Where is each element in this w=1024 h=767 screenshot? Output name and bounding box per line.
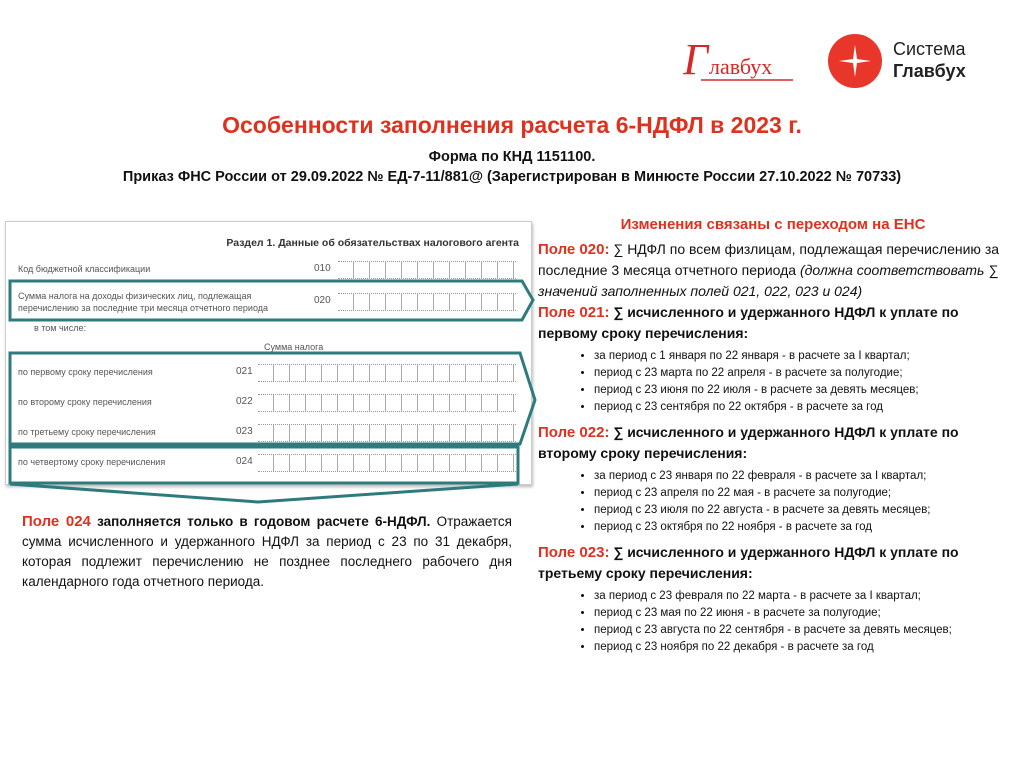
field-021: Поле 021: ∑ исчисленного и удержанного НДФЛ к уплате по первому сроку перечисления: <box>538 304 959 341</box>
form-excerpt: Раздел 1. Данные об обязательствах налогового агента Код бюджетной классификации 010 Сумма налога на доходы физических лиц, подлежащая перечислению за последние три месяца отчетного периода 020 в том числе: Сумма налога по первому сроку перечисления 021 по второму сроку перечисления 022 по третьему сроку перечисления 023 по четвертому сроку перечисления 024 <box>5 221 532 485</box>
subtitle-form: Форма по КНД 1151100. <box>428 149 596 165</box>
field-024-note: Поле 024 заполняется только в годовом расчете 6-НДФЛ. Отражается сумма исчисленного и удержанного НДФЛ за период с 23 по 31 декабря, которая подлежит перечислению не позднее последнего рабочего дня календарного года отчетного периода. <box>22 513 512 589</box>
subtitle-order: Приказ ФНС России от 29.09.2022 № ЕД-7-11/881@ (Зарегистрирован в Минюсте России 27.10.2022 № 70733) <box>122 169 902 185</box>
field-022: Поле 022: ∑ исчисленного и удержанного НДФЛ к уплате по второму сроку перечисления: <box>538 424 959 461</box>
field-020: Поле 020: ∑ НДФЛ по всем физлицам, подлежащая перечислению за последние 3 месяца отчетного периода (должна соответствовать ∑ значений заполненных полей 021, 022, 023 и 024) <box>538 241 1000 299</box>
svg-text:Г: Г <box>683 35 709 84</box>
changes-panel <box>538 216 1008 662</box>
field-023: Поле 023: ∑ исчисленного и удержанного НДФЛ к уплате по третьему сроку перечисления: <box>538 544 959 581</box>
page-title: Особенности заполнения расчета 6-НДФЛ в 2023 г. <box>222 112 802 138</box>
highlight-outlines <box>0 0 545 510</box>
field-022-periods: • за период с 23 января по 22 февраля - в расчете за I квартал; • период с 23 апреля по 22 мая - в расчете за полугодие; • период с 23 июля по 22 августа - в расчете за девять месяцев; • период с 23 октября по 22 ноября - в расчете за год <box>538 468 1008 536</box>
changes-heading: Изменения связаны с переходом на ЕНС <box>620 216 926 233</box>
glavbukh-logo <box>683 30 798 85</box>
svg-text:лавбух: лавбух <box>709 54 773 79</box>
field-021-periods: • за период с 1 января по 22 января - в расчете за I квартал; • период с 23 марта по 22 апреля - в расчете за полугодие; • период с 23 июня по 22 июля - в расчете за девять месяцев; • период с 23 сентября по 22 октября - в расчете за год <box>538 348 1008 416</box>
field-023-periods: • за период с 23 февраля по 22 марта - в расчете за I квартал; • период с 23 мая по 22 июня - в расчете за полугодие; • период с 23 августа по 22 сентября - в расчете за девять месяцев; • период с 23 ноября по 22 декабря - в расчете за год <box>538 588 1008 656</box>
sistema-glavbukh-logo: Система Главбух <box>827 33 987 89</box>
